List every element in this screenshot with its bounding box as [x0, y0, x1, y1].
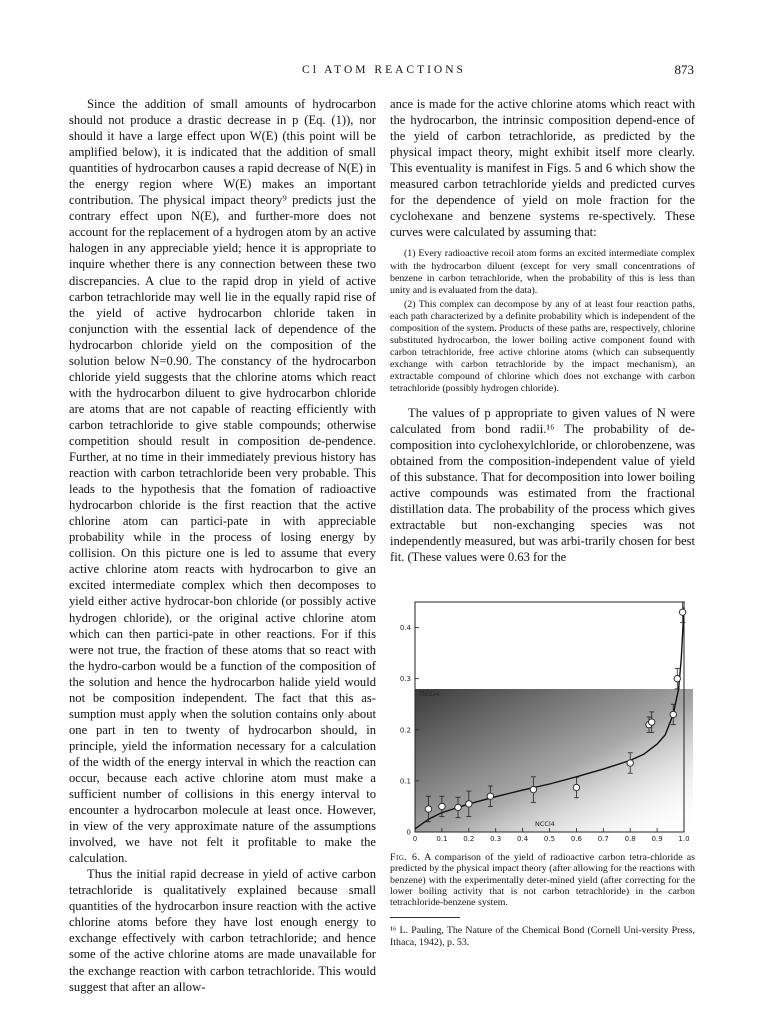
point-marker — [670, 711, 676, 717]
page-header — [0, 62, 768, 80]
point-marker — [573, 784, 579, 790]
point-marker — [466, 801, 472, 807]
point-marker — [530, 786, 536, 792]
y-tick-label: 0.3 — [399, 675, 411, 684]
paragraph: The values of p appropriate to given values of N were calculated from bond radii.¹⁶ The probability of de-composition into cyclohexylchloride, or chlorobenzene, was obtained from the composition-independent value of yield of this substance. That for decomposition into lower boiling active compounds was estimated from the fractional distillation data. The probability of the process which gives extractable but non-exchanging species was not independently measured, but was arbi-trarily chosen for best fit. (These values were 0.63 for the — [390, 405, 695, 564]
x-tick-label: 0.1 — [436, 835, 448, 843]
y-tick-label: 0.4 — [399, 624, 411, 633]
caption-label: Fig. 6. — [390, 852, 421, 863]
x-tick-label: 0 — [412, 835, 418, 843]
left-column — [69, 96, 376, 995]
point-marker — [439, 803, 445, 809]
footnote: ¹⁶ L. Pauling, The Nature of the Chemical Bond (Cornell Uni-versity Press, Ithaca, 1942), p. 53. — [390, 925, 695, 948]
point-marker — [649, 719, 655, 725]
x-tick-label: 0.3 — [490, 835, 502, 843]
chart — [390, 596, 695, 856]
assumption-list — [390, 248, 695, 395]
paragraph: Since the addition of small amounts of hydrocarbon should not produce a drastic decrease in p (Eq. (1)), nor should it have a large effect upon W(E) (this point will be amplified below), it is indicated that the addition of small quantities of hydrocarbon causes a rapid decrease of N(E) in the energy region where W(E) makes an important contribution. The physical impact theory⁹ predicts just the contrary effect upon N(E), and further-more does not account for the replacement of a hydrogen atom by an active halogen in any appreciable yield; hence it is appropriate to inquire whether there is any connection between these two discrepancies. A clue to the rapid drop in yield of active carbon tetrachloride may well lie in the equally rapid rise of the yield of active hydrocarbon chloride taken in conjunction with the essential lack of dependence of the hydrocarbon chloride yield on the composition of the solution below N=0.90. The constancy of the hydrocarbon chloride yield suggests that the chlorine atoms which react with the hydrocarbon diluent to give hydrocarbon chloride are atoms that are not capable of reacting efficiently with carbon tetrachloride to give stable compounds; otherwise competition should result in composition de-pendence. Further, at no time in their immediately previous history has reaction with carbon tetrachloride been very probable. This leads to the hypothesis that the fomation of radioactive hydrocarbon chloride is the first reaction that the active chlorine atom can partici-pate in with appreciable probability while in the process of losing energy by collision. On this picture one is led to assume that every active chlorine atom reacts with hydrocarbon to give an excited intermediate complex which then decomposes to yield either active hydrocar-bon chloride (or possibly active hydrogen chloride), or the original active chlorine atom which can then partici-pate in other reactions. For if this were not true, the fraction of these atoms that so react with the hydro-carbon would be a function of the composition of the solution and hence the hydrocarbon halide yield would not be composition independent. The fact that this as-sumption must apply when the solution contains only about one part in ten to twenty of hydrocarbon should, in principle, yield the information necessary for a calculation of the width of the energy interval in which the reaction can occur, because each active chlorine atom must make a sufficient number of collisions in this energy interval to encounter a hydrocarbon molecule at least once. However, in view of the very approximate nature of the assumptions involved, we have not felt it profitable to make the calculation. — [69, 97, 376, 866]
y-tick-label: 0.1 — [399, 777, 411, 786]
x-tick-label: 0.4 — [517, 835, 529, 843]
point-marker — [679, 609, 685, 615]
running-title: Cl ATOM REACTIONS — [302, 64, 466, 76]
x-axis-label: NCCl4 — [535, 820, 555, 828]
y-tick-label: 0 — [406, 828, 411, 837]
point-marker — [455, 804, 461, 810]
x-tick-label: 0.7 — [597, 835, 609, 843]
x-tick-label: 0.9 — [651, 835, 663, 843]
point-marker — [487, 793, 493, 799]
x-tick-label: 0.6 — [570, 835, 582, 843]
right-column — [390, 96, 695, 565]
point-marker — [627, 760, 633, 766]
x-tick-label: 0.2 — [463, 835, 475, 843]
x-tick-label: 1.0 — [678, 835, 690, 843]
point-marker — [674, 675, 680, 681]
x-tick-label: 0.8 — [624, 835, 636, 843]
data-point — [679, 602, 685, 622]
list-item: (2) This complex can decompose by any of at least four reaction paths, each path characterized by a definite probability which is independent of the composition of the system. Products of these paths are, respectively, chlorine substituted hydrocarbon, the lower boiling active component found with carbon tetrachloride, free active chlorine atoms (which can subsequently exchange with carbon tetrachloride by the impact mechanism), an extractable compound of chlorine which does not exchange with carbon tetrachloride (possibly hydrogen chloride). — [390, 298, 695, 395]
caption-text: A comparison of the yield of radioactive carbon tetra-chloride as predicted by the physical impact theory (after allowing for the reactions with benzene) with the experimentally deter-mined yield (after correcting for the lower boiling activity that is not carbon tetrachloride) in the carbon tetrachloride-benzene system. — [390, 852, 695, 909]
page-number: 873 — [674, 62, 694, 77]
figure-caption — [390, 852, 695, 908]
paragraph: ance is made for the active chlorine atoms which react with the hydrocarbon, the intrinsic composition depend-ence of the yield of carbon tetrachloride, as predicted by the physical impact theory, might exhibit itself more clearly. This eventuality is manifest in Figs. 5 and 6 which show the measured carbon tetrachloride yields and predicted curves for the dependence of yield on mole fraction for the cyclohexane and benzene systems re-spectively. These curves were calculated by assuming that: — [390, 97, 695, 240]
figure-6 — [390, 596, 695, 856]
y-tick-label: 0.2 — [399, 726, 411, 735]
x-tick-label: 0.5 — [543, 835, 556, 843]
footnote-rule — [390, 917, 460, 918]
paragraph: Thus the initial rapid decrease in yield of active carbon tetrachloride is qualitatively explained because small quantities of the hydrocarbon insure reaction with the active chlorine atoms before they have lost enough energy to exchange effectively with carbon tetrachloride; and hence some of the active chlorine atoms are made unavailable for the exchange reaction with carbon tetrachloride. This would suggest that after an allow- — [69, 867, 376, 994]
shaded-label: ΠCCl4 — [420, 690, 440, 698]
list-item: (1) Every radioactive recoil atom forms an excited intermediate complex with the hydrocarbon diluent (except for very small concentrations of benzene in carbon tetrachloride, when the probability of this is less than unity and is evaluated from the data). — [390, 248, 695, 296]
point-marker — [425, 806, 431, 812]
